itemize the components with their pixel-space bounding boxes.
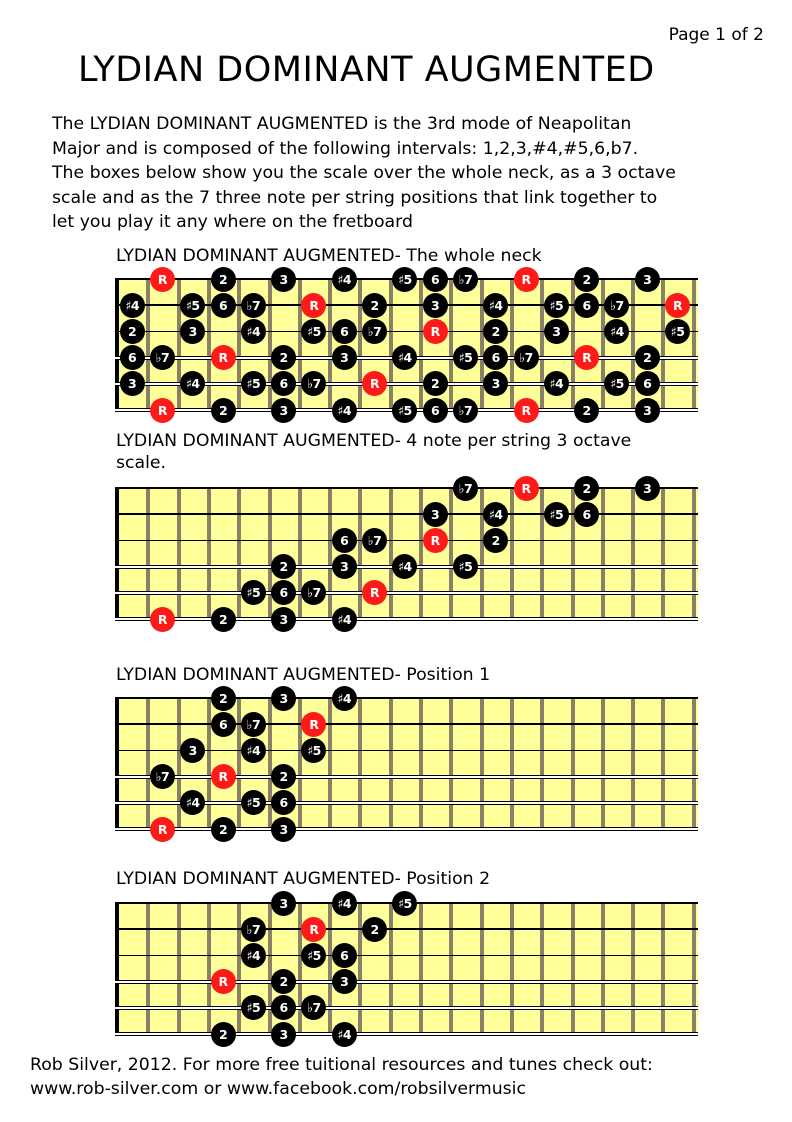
scale-note-marker: ♭7: [301, 580, 326, 605]
fret-wire: [389, 488, 393, 619]
scale-note-marker: ♯5: [392, 267, 417, 292]
scale-note-marker: 6: [120, 345, 145, 370]
scale-note-marker: ♯4: [241, 943, 266, 968]
footer-line-links: www.rob-silver.com or www.facebook.com/robsilvermusic: [30, 1079, 526, 1099]
root-note-marker: R: [150, 398, 175, 423]
scale-note-marker: 3: [271, 267, 296, 292]
scale-note-marker: ♯5: [301, 738, 326, 763]
scale-note-marker: 2: [423, 371, 448, 396]
scale-note-marker: ♯4: [180, 371, 205, 396]
scale-note-marker: ♯5: [544, 502, 569, 527]
fret-wire: [631, 903, 635, 1034]
scale-note-marker: ♭7: [362, 528, 387, 553]
scale-note-marker: ♯4: [332, 1022, 357, 1047]
scale-note-marker: ♭7: [514, 345, 539, 370]
scale-note-marker: ♯4: [332, 891, 357, 916]
fret-wire: [661, 903, 665, 1034]
scale-note-marker: 3: [332, 969, 357, 994]
scale-note-marker: ♯5: [241, 995, 266, 1020]
fret-wire: [268, 488, 272, 619]
root-note-marker: R: [211, 345, 236, 370]
fret-wire: [661, 698, 665, 829]
root-note-marker: R: [514, 398, 539, 423]
diagram-title-line: LYDIAN DOMINANT AUGMENTED- 4 note per string 3 octave: [116, 431, 632, 451]
scale-note-marker: ♭7: [604, 293, 629, 318]
scale-note-marker: 3: [635, 476, 660, 501]
scale-note-marker: 6: [332, 528, 357, 553]
page-number: Page 1 of 2: [668, 25, 764, 45]
scale-note-marker: ♯5: [453, 554, 478, 579]
fret-wire: [540, 279, 544, 410]
fret-wire: [146, 903, 150, 1034]
fret-wire: [571, 698, 575, 829]
scale-note-marker: ♯5: [392, 891, 417, 916]
fret-wire: [692, 279, 696, 410]
fret-wire: [601, 698, 605, 829]
fret-wire: [207, 698, 211, 829]
fret-wire: [601, 279, 605, 410]
root-note-marker: R: [362, 580, 387, 605]
nut: [115, 279, 119, 410]
root-note-marker: R: [423, 319, 448, 344]
scale-note-marker: 2: [362, 917, 387, 942]
fret-wire: [207, 488, 211, 619]
guitar-string: [115, 955, 698, 957]
scale-note-marker: 3: [635, 267, 660, 292]
scale-note-marker: 3: [271, 607, 296, 632]
guitar-string: [115, 697, 698, 699]
page-title: LYDIAN DOMINANT AUGMENTED: [78, 50, 655, 90]
scale-note-marker: ♯4: [392, 554, 417, 579]
scale-note-marker: ♯5: [392, 398, 417, 423]
fret-wire: [692, 903, 696, 1034]
scale-note-marker: 2: [211, 1022, 236, 1047]
fret-wire: [419, 279, 423, 410]
fret-wire: [328, 698, 332, 829]
scale-note-marker: ♯4: [180, 790, 205, 815]
root-note-marker: R: [150, 607, 175, 632]
root-note-marker: R: [514, 476, 539, 501]
scale-note-marker: ♭7: [453, 476, 478, 501]
scale-note-marker: 2: [211, 607, 236, 632]
scale-note-marker: 6: [271, 371, 296, 396]
scale-note-marker: 6: [211, 712, 236, 737]
scale-note-marker: 6: [211, 293, 236, 318]
footer-credits: [30, 1053, 653, 1101]
fret-wire: [510, 903, 514, 1034]
intro-line: scale and as the 7 three note per string positions that link together to: [52, 187, 658, 208]
scale-note-marker: 2: [271, 764, 296, 789]
scale-note-marker: ♭7: [453, 267, 478, 292]
fretboard: [115, 480, 698, 627]
root-note-marker: R: [301, 917, 326, 942]
fret-wire: [571, 279, 575, 410]
fret-wire: [298, 279, 302, 410]
intro-line: Major and is composed of the following intervals: 1,2,3,#4,#5,6,b7.: [52, 138, 639, 159]
scale-note-marker: 3: [635, 398, 660, 423]
fret-wire: [328, 488, 332, 619]
footer-line-credit: Rob Silver, 2012. For more free tuitional resources and tunes check out:: [30, 1055, 653, 1075]
fret-wire: [510, 488, 514, 619]
scale-note-marker: 6: [332, 319, 357, 344]
fret-wire: [207, 903, 211, 1034]
scale-note-marker: 3: [180, 319, 205, 344]
fret-wire: [389, 698, 393, 829]
fret-wire: [177, 698, 181, 829]
scale-note-marker: ♯5: [453, 345, 478, 370]
fret-wire: [177, 903, 181, 1034]
fret-wire: [692, 698, 696, 829]
fretboard: [115, 690, 698, 837]
scale-note-marker: ♯4: [392, 345, 417, 370]
diagram-title-line: LYDIAN DOMINANT AUGMENTED- Position 1: [116, 665, 491, 685]
scale-note-marker: 2: [271, 554, 296, 579]
fret-wire: [480, 279, 484, 410]
scale-note-marker: 2: [211, 267, 236, 292]
fret-wire: [510, 698, 514, 829]
fret-wire: [449, 488, 453, 619]
scale-note-marker: ♯5: [180, 293, 205, 318]
nut: [115, 488, 119, 619]
guitar-string: [115, 775, 698, 779]
scale-note-marker: 2: [574, 267, 599, 292]
intro-line: let you play it any where on the fretboard: [52, 212, 413, 232]
fret-wire: [571, 903, 575, 1034]
scale-note-marker: 6: [271, 790, 296, 815]
fret-wire: [177, 279, 181, 410]
scale-note-marker: 3: [271, 398, 296, 423]
fretboard: [115, 895, 698, 1042]
intro-paragraph: [52, 112, 772, 235]
scale-note-marker: 2: [635, 345, 660, 370]
scale-note-marker: 3: [271, 686, 296, 711]
root-note-marker: R: [150, 267, 175, 292]
scale-note-marker: 6: [423, 398, 448, 423]
scale-note-marker: 6: [574, 502, 599, 527]
fret-wire: [177, 488, 181, 619]
fret-wire: [146, 279, 150, 410]
scale-note-marker: 2: [574, 398, 599, 423]
scale-note-marker: ♯5: [241, 580, 266, 605]
scale-note-marker: 2: [211, 398, 236, 423]
guitar-string: [115, 591, 698, 595]
fret-wire: [298, 903, 302, 1034]
fret-wire: [268, 698, 272, 829]
fret-wire: [207, 279, 211, 410]
scale-note-marker: ♯4: [332, 686, 357, 711]
scale-note-marker: ♭7: [362, 319, 387, 344]
root-note-marker: R: [574, 345, 599, 370]
scale-note-marker: 6: [332, 943, 357, 968]
root-note-marker: R: [150, 817, 175, 842]
scale-note-marker: 2: [211, 817, 236, 842]
scale-note-marker: ♯4: [332, 267, 357, 292]
guitar-string: [115, 723, 698, 725]
fret-wire: [419, 698, 423, 829]
fret-wire: [237, 279, 241, 410]
diagram-title: [116, 245, 542, 267]
fret-wire: [237, 903, 241, 1034]
scale-note-marker: ♯4: [483, 293, 508, 318]
scale-note-marker: 6: [574, 293, 599, 318]
scale-note-marker: 3: [544, 319, 569, 344]
fret-wire: [389, 903, 393, 1034]
scale-note-marker: 3: [120, 371, 145, 396]
scale-note-marker: ♯5: [604, 371, 629, 396]
scale-note-marker: 3: [332, 345, 357, 370]
scale-note-marker: ♯4: [332, 607, 357, 632]
scale-note-marker: 6: [423, 267, 448, 292]
fret-wire: [661, 488, 665, 619]
fretboard: [115, 271, 698, 418]
fret-wire: [146, 488, 150, 619]
root-note-marker: R: [362, 371, 387, 396]
scale-note-marker: ♯5: [241, 371, 266, 396]
guitar-string: [115, 980, 698, 984]
fret-wire: [419, 488, 423, 619]
scale-note-marker: 6: [271, 580, 296, 605]
guitar-string: [115, 1032, 698, 1036]
scale-note-marker: ♯4: [241, 319, 266, 344]
scale-note-marker: 6: [483, 345, 508, 370]
scale-note-marker: 2: [362, 293, 387, 318]
scale-note-marker: 2: [271, 345, 296, 370]
fret-wire: [298, 698, 302, 829]
diagram-title: [116, 664, 490, 686]
scale-note-marker: 3: [483, 371, 508, 396]
diagram-title-line: LYDIAN DOMINANT AUGMENTED- The whole neck: [116, 246, 542, 266]
scale-note-marker: ♭7: [150, 764, 175, 789]
diagram-title: [116, 868, 490, 890]
fret-wire: [631, 488, 635, 619]
scale-note-marker: ♯5: [301, 943, 326, 968]
scale-note-marker: ♯5: [301, 319, 326, 344]
guitar-string: [115, 513, 698, 515]
scale-note-marker: ♭7: [241, 917, 266, 942]
root-note-marker: R: [211, 764, 236, 789]
fret-wire: [268, 903, 272, 1034]
root-note-marker: R: [665, 293, 690, 318]
guitar-string: [115, 540, 698, 542]
fret-wire: [358, 279, 362, 410]
fret-wire: [268, 279, 272, 410]
fret-wire: [358, 903, 362, 1034]
scale-note-marker: ♭7: [241, 712, 266, 737]
scale-note-marker: 2: [574, 476, 599, 501]
scale-note-marker: ♯4: [544, 371, 569, 396]
scale-note-marker: 3: [423, 293, 448, 318]
scale-note-marker: 2: [211, 686, 236, 711]
diagram-title: [116, 430, 631, 474]
fret-wire: [692, 488, 696, 619]
scale-note-marker: ♯4: [241, 738, 266, 763]
diagram-title-line: LYDIAN DOMINANT AUGMENTED- Position 2: [116, 869, 491, 889]
scale-note-marker: ♯5: [544, 293, 569, 318]
root-note-marker: R: [514, 267, 539, 292]
fret-wire: [601, 903, 605, 1034]
fret-wire: [389, 279, 393, 410]
root-note-marker: R: [423, 528, 448, 553]
root-note-marker: R: [211, 969, 236, 994]
fret-wire: [480, 488, 484, 619]
fret-wire: [449, 903, 453, 1034]
scale-note-marker: ♭7: [150, 345, 175, 370]
intro-line: The LYDIAN DOMINANT AUGMENTED is the 3rd mode of Neapolitan: [52, 114, 632, 134]
fret-wire: [358, 488, 362, 619]
scale-note-marker: 3: [423, 502, 448, 527]
scale-note-marker: ♯4: [604, 319, 629, 344]
scale-note-marker: 6: [271, 995, 296, 1020]
guitar-string: [115, 1006, 698, 1010]
fret-wire: [631, 279, 635, 410]
fret-wire: [146, 698, 150, 829]
scale-note-marker: 3: [332, 554, 357, 579]
fret-wire: [661, 279, 665, 410]
scale-note-marker: ♭7: [241, 293, 266, 318]
fret-wire: [510, 279, 514, 410]
fret-wire: [237, 698, 241, 829]
scale-note-marker: 2: [483, 319, 508, 344]
fret-wire: [358, 698, 362, 829]
root-note-marker: R: [301, 293, 326, 318]
fret-wire: [449, 698, 453, 829]
fret-wire: [449, 279, 453, 410]
scale-note-marker: ♭7: [301, 995, 326, 1020]
fret-wire: [298, 488, 302, 619]
fret-wire: [328, 903, 332, 1034]
scale-note-marker: 3: [271, 1022, 296, 1047]
diagram-title-line: scale.: [116, 453, 167, 473]
fret-wire: [601, 488, 605, 619]
guitar-string: [115, 487, 698, 489]
fret-wire: [571, 488, 575, 619]
root-note-marker: R: [301, 712, 326, 737]
scale-note-marker: 3: [271, 891, 296, 916]
scale-note-marker: 3: [271, 817, 296, 842]
fret-wire: [419, 903, 423, 1034]
scale-note-marker: 6: [635, 371, 660, 396]
scale-note-marker: 3: [180, 738, 205, 763]
fret-wire: [480, 698, 484, 829]
intro-line: The boxes below show you the scale over the whole neck, as a 3 octave: [52, 163, 676, 183]
scale-note-marker: ♭7: [301, 371, 326, 396]
scale-note-marker: 2: [271, 969, 296, 994]
scale-note-marker: 2: [120, 319, 145, 344]
scale-note-marker: ♯4: [332, 398, 357, 423]
scale-note-marker: ♯4: [120, 293, 145, 318]
fret-wire: [631, 698, 635, 829]
fret-wire: [480, 903, 484, 1034]
fret-wire: [237, 488, 241, 619]
nut: [115, 698, 119, 829]
fret-wire: [540, 698, 544, 829]
scale-note-marker: ♯5: [665, 319, 690, 344]
guitar-string: [115, 827, 698, 831]
scale-note-marker: ♯4: [483, 502, 508, 527]
fret-wire: [328, 279, 332, 410]
fret-wire: [540, 903, 544, 1034]
guitar-string: [115, 928, 698, 930]
nut: [115, 903, 119, 1034]
scale-note-marker: 2: [483, 528, 508, 553]
scale-note-marker: ♭7: [453, 398, 478, 423]
guitar-string: [115, 617, 698, 621]
fret-wire: [540, 488, 544, 619]
scale-note-marker: ♯5: [241, 790, 266, 815]
